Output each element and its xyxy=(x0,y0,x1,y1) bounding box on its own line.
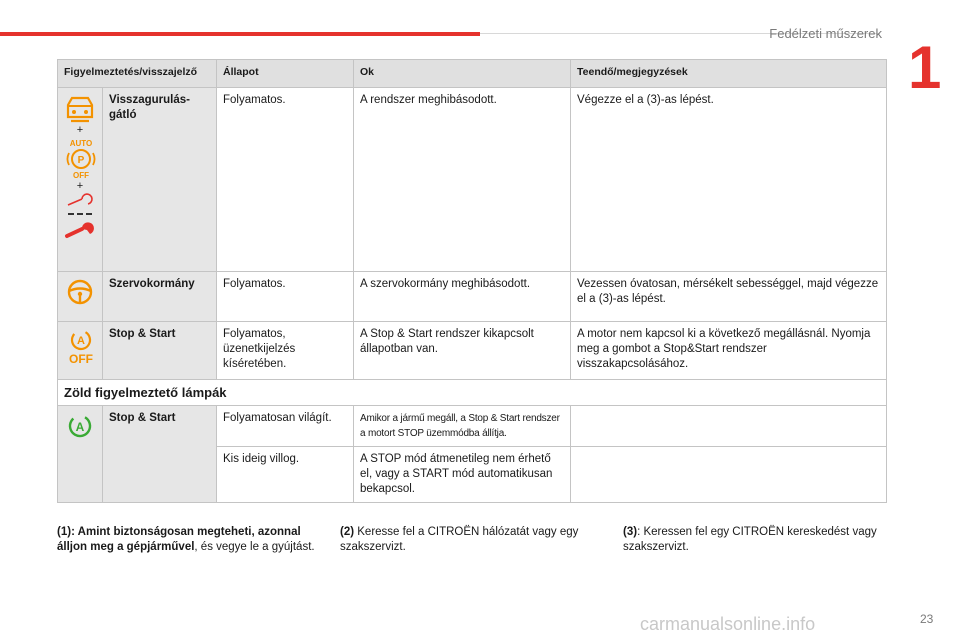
cause-cell: A Stop & Start rendszer kikapcsolt állapotban van. xyxy=(354,322,571,380)
action-cell: Vezessen óvatosan, mérsékelt sebességgel, majd végezze el a (3)-as lépést. xyxy=(571,272,887,322)
state-cell: Folyamatosan világít. xyxy=(217,406,354,447)
column-header-indicator: Figyelmeztetés/visszajelző xyxy=(58,60,217,88)
column-header-action: Teendő/megjegyzések xyxy=(571,60,887,88)
state-cell: Folyamatos, üzenetkijelzés kíséretében. xyxy=(217,322,354,380)
svg-text:OFF: OFF xyxy=(73,171,89,179)
table-row xyxy=(58,322,887,380)
footnote-1: (1): Amint biztonságosan megteheti, azonnal álljon meg a gépjárművel, és vegye le a gyújtást. xyxy=(57,526,315,553)
steering-wheel-icon xyxy=(65,277,95,307)
table-row xyxy=(58,272,887,322)
svg-text:AUTO: AUTO xyxy=(69,139,93,148)
svg-text:P: P xyxy=(77,155,85,166)
stop-start-active-icon xyxy=(65,411,95,441)
action-cell: Végezze el a (3)-as lépést. xyxy=(571,88,887,272)
section-heading-green: Zöld figyelmeztető lámpák xyxy=(58,380,887,406)
table-row xyxy=(58,88,887,272)
indicator-name: Szervokormány xyxy=(103,272,217,322)
column-header-cause: Ok xyxy=(354,60,571,88)
section-title: Fedélzeti műszerek xyxy=(769,26,882,41)
indicator-name: Visszagurulás-gátló xyxy=(103,88,217,272)
icon-cell xyxy=(58,406,103,503)
state-cell: Folyamatos. xyxy=(217,88,354,272)
indicator-name: Stop & Start xyxy=(103,322,217,380)
column-header-state: Állapot xyxy=(217,60,354,88)
cause-cell: A szervokormány meghibásodott. xyxy=(354,272,571,322)
footnote-2 xyxy=(340,525,602,555)
table-header-row xyxy=(58,60,887,88)
footnote-bold-text: Amint biztonságosan megteheti, azonnal álljon meg a gépjárművel xyxy=(57,526,301,553)
chapter-number: 1 xyxy=(908,34,942,101)
action-cell xyxy=(571,447,887,503)
dashed-separator xyxy=(68,213,92,215)
footnote-3 xyxy=(623,525,885,555)
page-number: 23 xyxy=(920,612,934,626)
cause-cell: A rendszer meghibásodott. xyxy=(354,88,571,272)
footnote-text: : Keressen fel egy CITROËN kereskedést vagy szakszervizt. xyxy=(623,526,877,553)
footnote-text: , és vegye le a gyújtást. xyxy=(194,541,315,553)
icon-cell xyxy=(58,88,103,272)
cause-cell: Amikor a jármű megáll, a Stop & Start rendszer a motort STOP üzemmódba állítja. xyxy=(354,406,571,447)
section-heading-row xyxy=(58,380,887,406)
footnote-text: Keresse fel a CITROËN hálózatát vagy egy szakszervizt. xyxy=(340,526,579,553)
indicator-name: Stop & Start xyxy=(103,406,217,503)
plus-sign: + xyxy=(76,124,84,136)
warning-lights-table xyxy=(57,59,887,503)
icon-cell xyxy=(58,272,103,322)
action-cell: A motor nem kapcsol ki a következő megállásnál. Nyomja meg a gombot a Stop&Start rendszer visszakapcsolásához. xyxy=(571,322,887,380)
svg-text:A: A xyxy=(77,335,85,347)
state-cell: Folyamatos. xyxy=(217,272,354,322)
icon-off-label: OFF xyxy=(69,352,93,366)
icon-cell xyxy=(58,322,103,380)
watermark: carmanualsonline.info xyxy=(640,614,816,634)
state-cell: Kis ideig villog. xyxy=(217,447,354,503)
wrench-outline-icon xyxy=(64,193,96,209)
wrench-solid-icon xyxy=(64,221,96,239)
hill-start-warning-icon xyxy=(64,93,96,123)
stop-start-off-icon xyxy=(64,327,98,367)
footnote-ref: (3) xyxy=(623,526,638,538)
plus-sign: + xyxy=(76,180,84,192)
header-red-bar xyxy=(0,32,480,36)
footnote-ref: (2) xyxy=(340,526,355,538)
cause-cell: A STOP mód átmenetileg nem érhető el, vagy a START mód automatikusan bekapcsol. xyxy=(354,447,571,503)
svg-text:A: A xyxy=(75,420,85,434)
auto-p-off-icon xyxy=(64,137,98,179)
action-cell xyxy=(571,406,887,447)
table-row xyxy=(58,406,887,447)
footnote-ref: (1) xyxy=(57,526,72,538)
